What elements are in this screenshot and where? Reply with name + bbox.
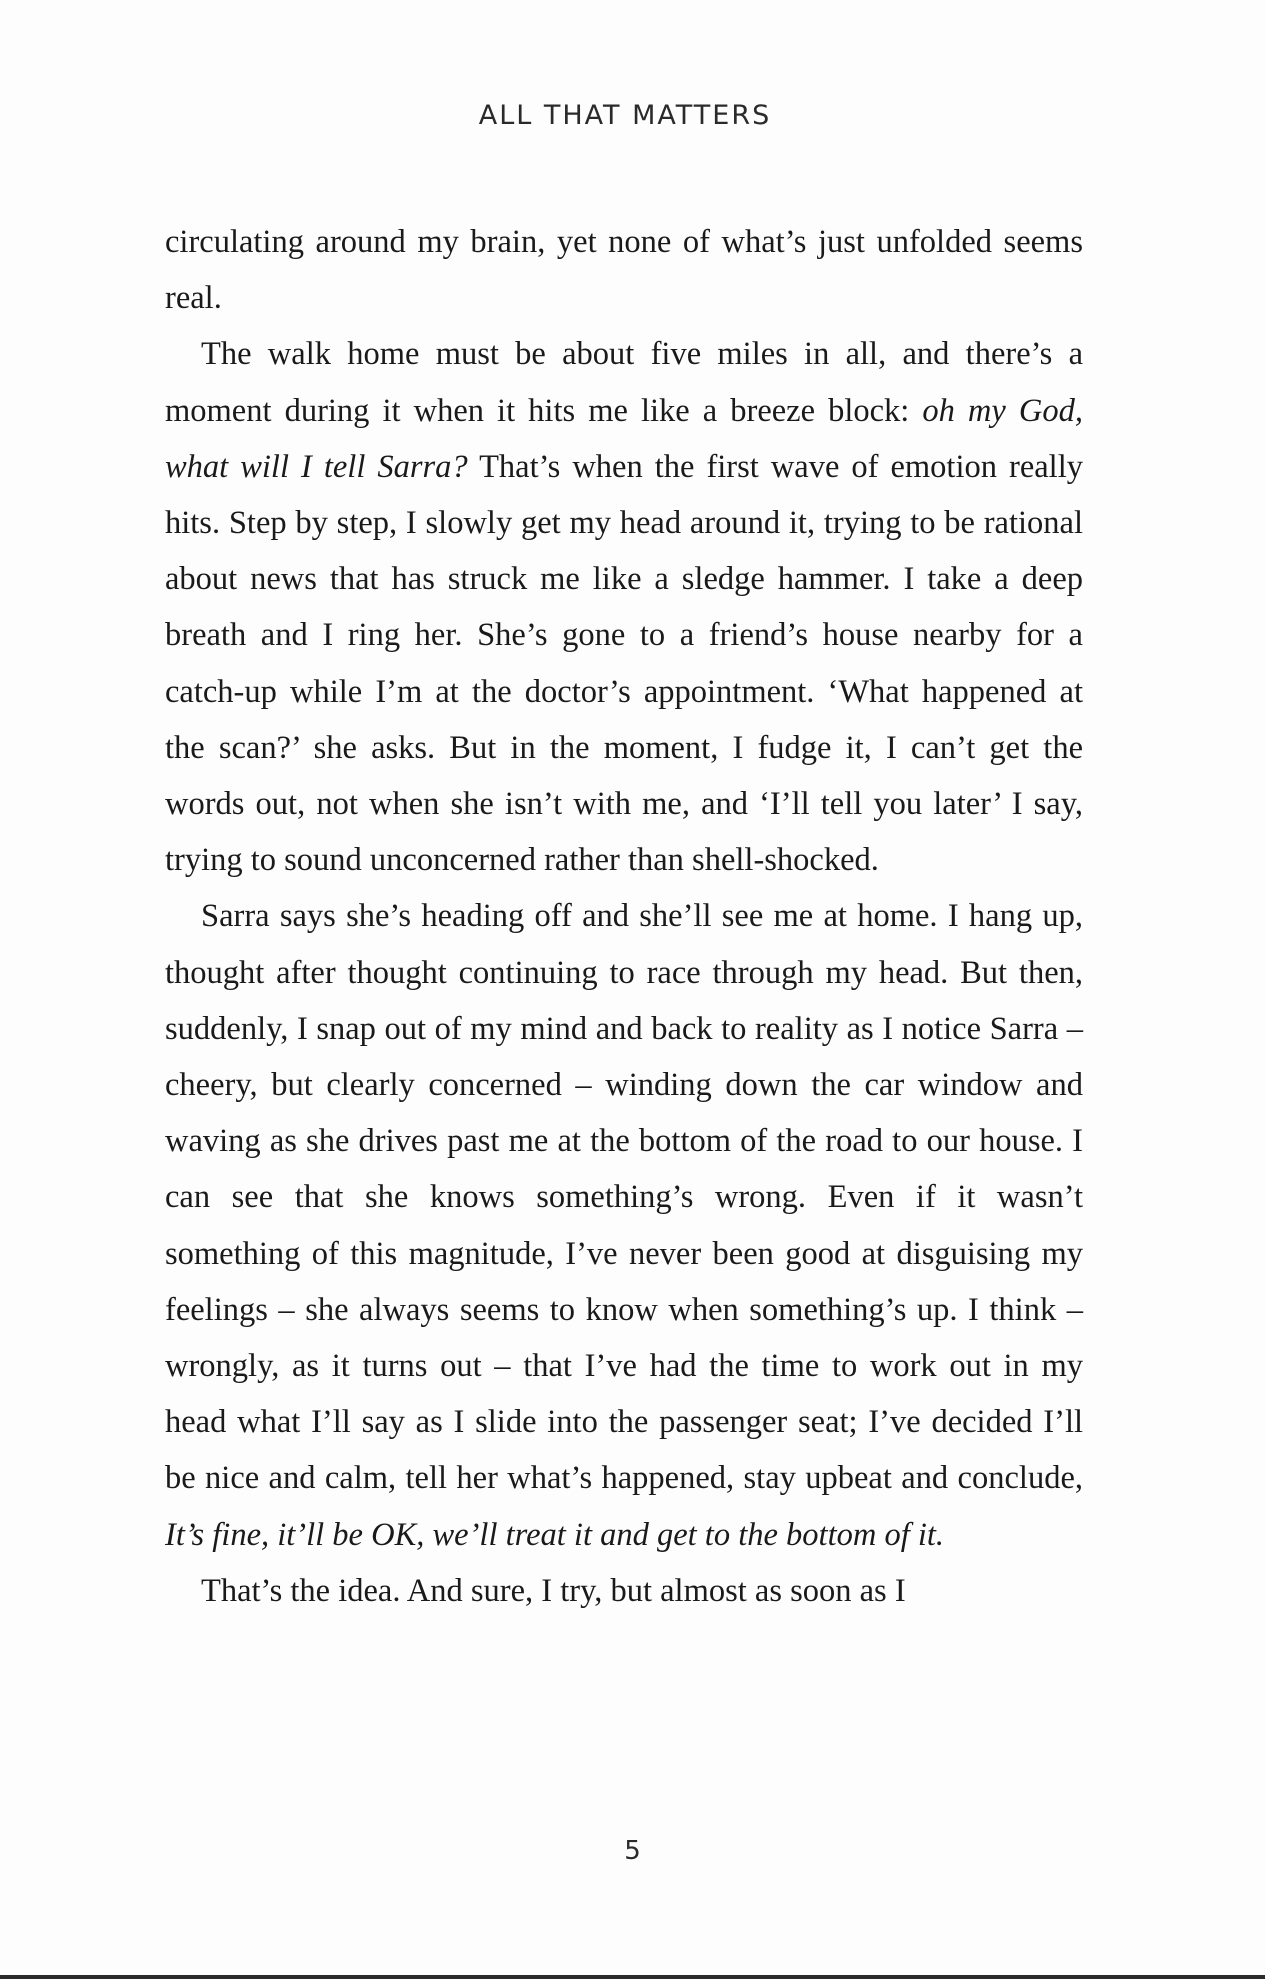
paragraph-3-text-a: Sarra says she’s heading off and she’ll see me at home. I hang up, thought after thought continuing to race through my head. But then, suddenly, I snap out of my mind and back to reality as I notice Sarra – cheery, but clearly concerned – winding down the car window and waving as she drives past me at the bottom of the road to our house. I can see that she knows something’s wrong. Even if it wasn’t something of this magnitude, I’ve never been good at disguising my feelings – she always seems to know when something’s up. I think – wrongly, as it turns out – that I’ve had the time to work out in my head what I’ll say as I slide into the passenger seat; I’ve decided I’ll be nice and calm, tell her what’s happened, stay upbeat and conclude, <box>165 898 1083 1497</box>
page-number: 5 <box>624 1836 641 1866</box>
page-bottom-edge <box>0 1975 1265 1979</box>
paragraph-4: That’s the idea. And sure, I try, but almost as soon as I <box>201 1572 906 1609</box>
paragraph-2 <box>165 326 1083 888</box>
paragraph-3 <box>165 888 1083 1562</box>
paragraph-2-text-b: That’s when the first wave of emotion really hits. Step by step, I slowly get my head around it, trying to be rational about news that has struck me like a sledge hammer. I take a deep breath and I ring her. She’s gone to a friend’s house nearby for a catch-up while I’m at the doctor’s appointment. ‘What happened at the scan?’ she asks. But in the moment, I fudge it, I can’t get the words out, not when she isn’t with me, and ‘I’ll tell you later’ I say, trying to sound unconcerned rather than shell-shocked. <box>165 448 1083 879</box>
paragraph-2-text-a: The walk home must be about five miles in all, and there’s a moment during it when it hits me like a breeze block: <box>165 336 1083 429</box>
running-head: ALL THAT MATTERS <box>478 100 772 131</box>
paragraph-1: circulating around my brain, yet none of what’s just unfolded seems real. <box>165 224 1083 317</box>
body-text <box>165 214 1083 1619</box>
paragraph-2-italic: oh my God, what will I tell Sarra? <box>165 392 1083 485</box>
paragraph-3-italic: It’s fine, it’ll be OK, we’ll treat it and get to the bottom of it. <box>165 1516 945 1553</box>
